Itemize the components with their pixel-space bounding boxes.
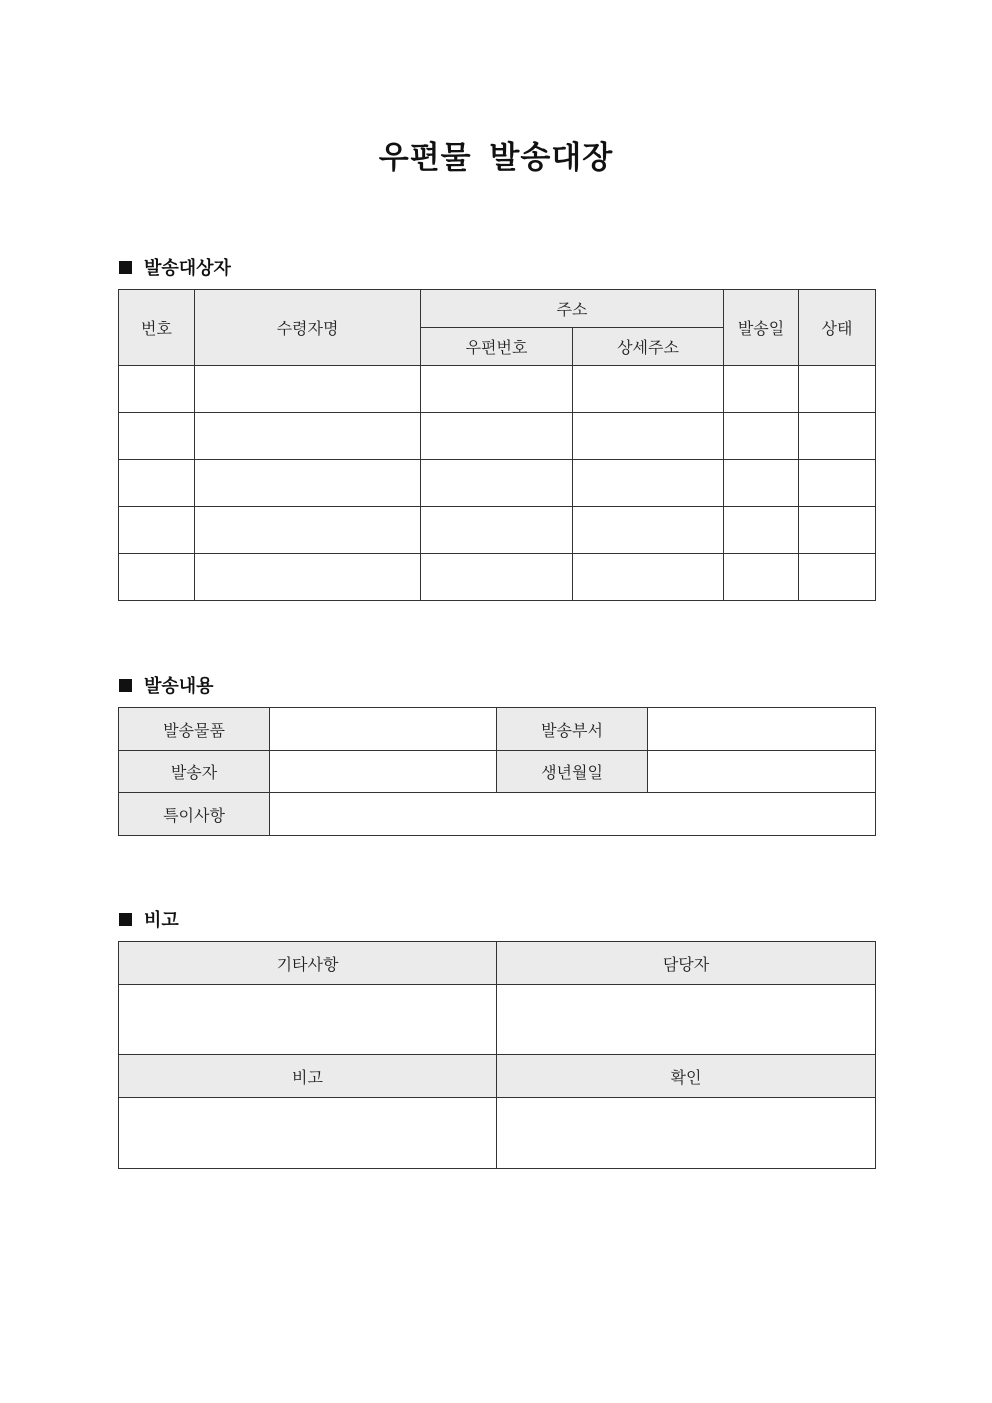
label-manager: 담당자 [497,942,876,985]
cell-postal-code[interactable] [421,413,573,460]
header-postal-code: 우편번호 [421,328,573,366]
cell-status[interactable] [799,507,876,554]
value-item[interactable] [270,708,497,751]
label-remarks: 특이사항 [119,793,270,836]
header-number: 번호 [119,290,195,366]
cell-recipient-name[interactable] [195,507,421,554]
value-birthdate[interactable] [648,751,876,793]
value-manager[interactable] [497,985,876,1055]
cell-send-date[interactable] [724,366,799,413]
header-address: 주소 [421,290,724,328]
cell-detail-address[interactable] [573,507,724,554]
contents-section-heading [119,672,214,698]
header-detail-address: 상세주소 [573,328,724,366]
cell-postal-code[interactable] [421,554,573,601]
value-other[interactable] [119,985,497,1055]
notes-heading-label: 비고 [144,910,179,931]
cell-recipient-name[interactable] [195,460,421,507]
cell-send-date[interactable] [724,413,799,460]
label-birthdate: 생년월일 [497,751,648,793]
cell-send-date[interactable] [724,554,799,601]
cell-recipient-name[interactable] [195,554,421,601]
contents-table [118,707,876,836]
square-bullet-icon [119,913,132,926]
cell-status[interactable] [799,554,876,601]
label-note: 비고 [119,1055,497,1098]
cell-detail-address[interactable] [573,413,724,460]
cell-postal-code[interactable] [421,507,573,554]
notes-section-heading [119,906,179,932]
table-row [119,366,876,413]
label-sender: 발송자 [119,751,270,793]
value-department[interactable] [648,708,876,751]
cell-status[interactable] [799,460,876,507]
value-note[interactable] [119,1098,497,1169]
table-row [119,554,876,601]
cell-recipient-name[interactable] [195,413,421,460]
cell-number[interactable] [119,366,195,413]
cell-number[interactable] [119,554,195,601]
notes-table [118,941,876,1169]
table-row [119,413,876,460]
recipients-section-heading [119,254,231,280]
header-send-date: 발송일 [724,290,799,366]
cell-detail-address[interactable] [573,366,724,413]
cell-send-date[interactable] [724,460,799,507]
table-row [119,460,876,507]
table-row [119,507,876,554]
cell-send-date[interactable] [724,507,799,554]
recipients-table [118,289,876,601]
cell-postal-code[interactable] [421,366,573,413]
cell-number[interactable] [119,413,195,460]
cell-status[interactable] [799,413,876,460]
header-recipient-name: 수령자명 [195,290,421,366]
value-sender[interactable] [270,751,497,793]
value-confirm[interactable] [497,1098,876,1169]
cell-number[interactable] [119,460,195,507]
value-remarks[interactable] [270,793,876,836]
label-item: 발송물품 [119,708,270,751]
contents-heading-label: 발송내용 [144,676,214,697]
cell-detail-address[interactable] [573,554,724,601]
cell-postal-code[interactable] [421,460,573,507]
label-confirm: 확인 [497,1055,876,1098]
cell-detail-address[interactable] [573,460,724,507]
page-title: 우편물 발송대장 [378,140,614,176]
cell-status[interactable] [799,366,876,413]
square-bullet-icon [119,261,132,274]
recipients-heading-label: 발송대상자 [144,258,231,279]
label-other: 기타사항 [119,942,497,985]
cell-number[interactable] [119,507,195,554]
header-status: 상태 [799,290,876,366]
square-bullet-icon [119,679,132,692]
cell-recipient-name[interactable] [195,366,421,413]
label-department: 발송부서 [497,708,648,751]
